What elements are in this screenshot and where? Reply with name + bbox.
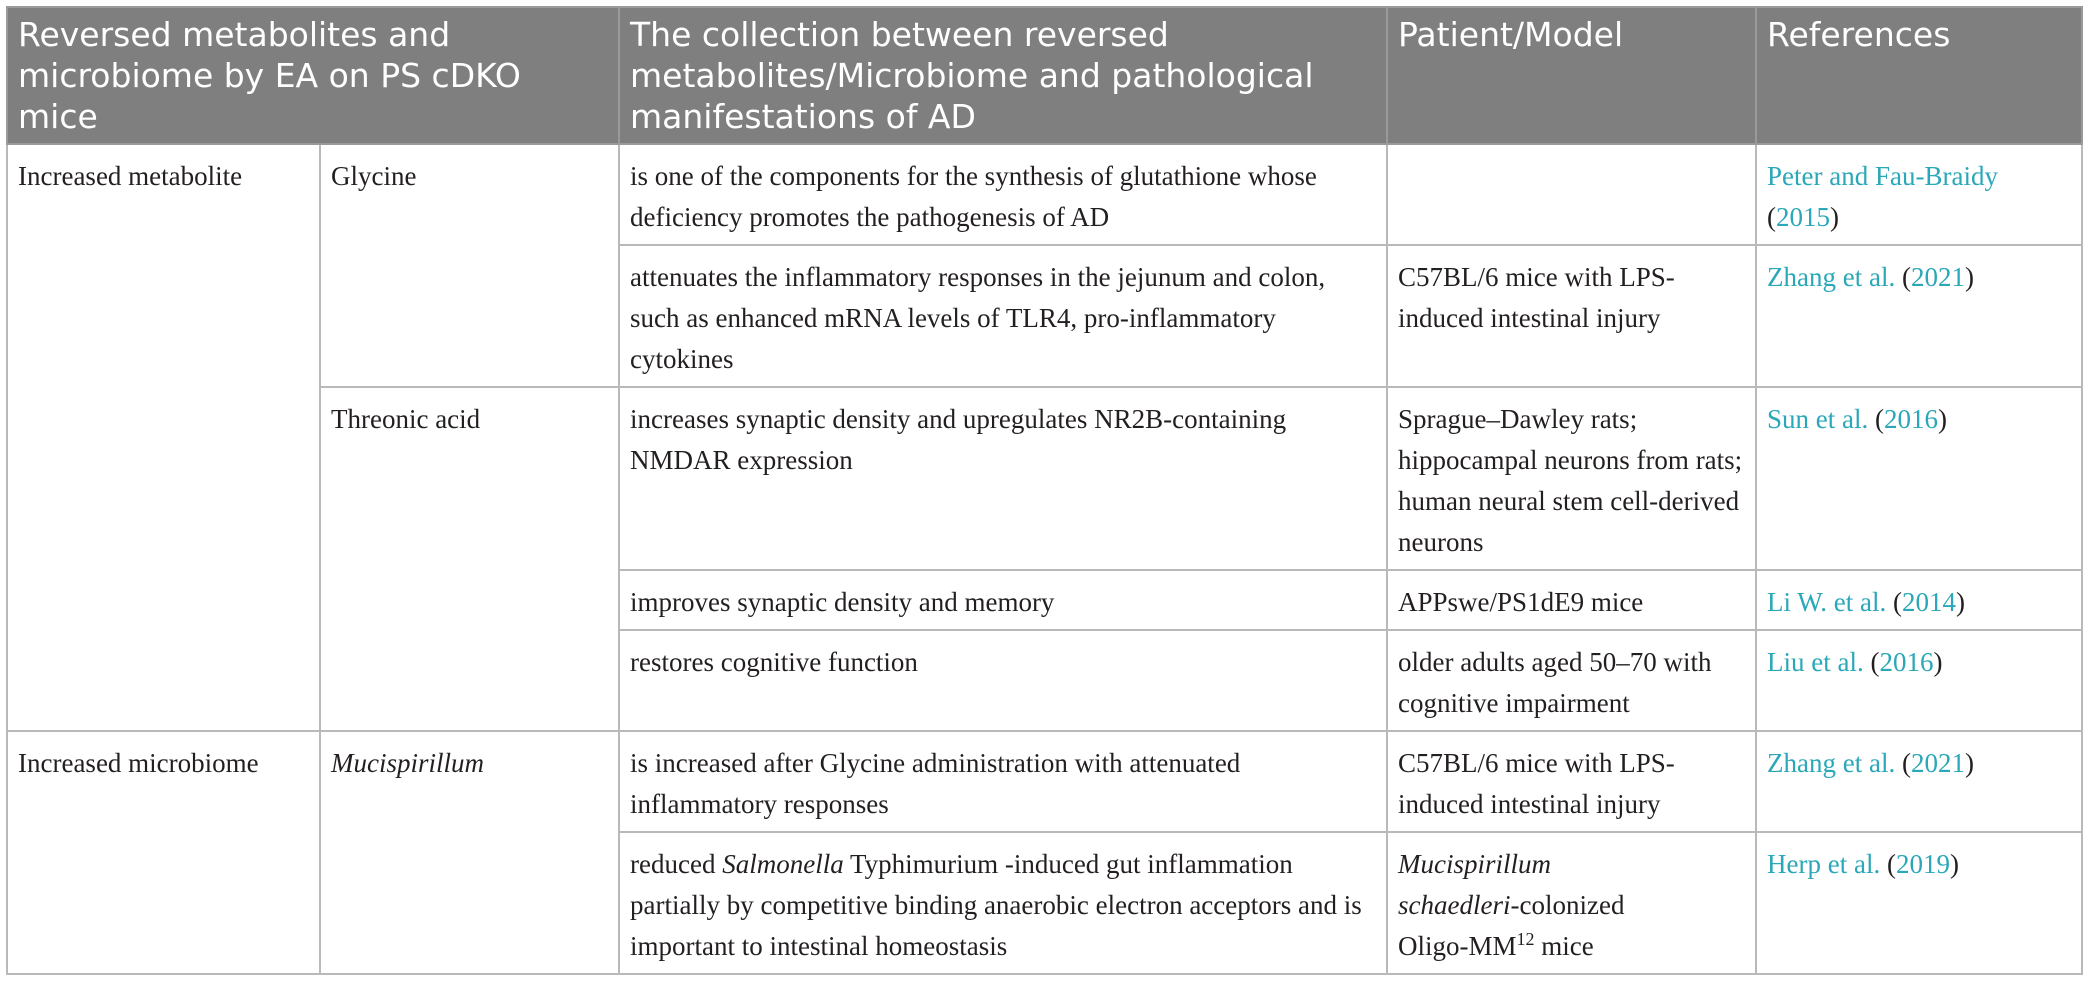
effect-cell: increases synaptic density and upregulates NR2B-containing NMDAR expression [619, 387, 1387, 570]
citation-link[interactable]: Sun et al. [1767, 404, 1869, 434]
citation-year-link[interactable]: 2019 [1895, 849, 1950, 879]
model-cell [1387, 832, 1756, 974]
item-label-italic: Mucispirillum [331, 748, 484, 778]
citation-link[interactable]: Liu et al. [1767, 647, 1864, 677]
effect-text: reduced [630, 849, 716, 879]
model-superscript: 12 [1516, 929, 1535, 949]
model-cell: Sprague–Dawley rats; hippocampal neurons from rats; human neural stem cell-derived neurons [1387, 387, 1756, 570]
data-table [6, 6, 2083, 975]
header-collection: The collection between reversed metabolites/Microbiome and pathological manifestations of AD [619, 7, 1387, 144]
header-reversed-metabolites: Reversed metabolites and microbiome by EA on PS cDKO mice [7, 7, 619, 144]
item-label: Threonic acid [320, 387, 619, 731]
citation-year-link[interactable]: 2015 [1776, 202, 1831, 232]
model-text: mice [1541, 931, 1594, 961]
citation-year-link[interactable]: 2016 [1879, 647, 1934, 677]
effect-cell: improves synaptic density and memory [619, 570, 1387, 630]
effect-italic: Salmonella [722, 849, 844, 879]
reference-cell: Sun et al. (2016) [1756, 387, 2082, 570]
citation-year-link[interactable]: 2014 [1902, 587, 1956, 617]
model-text: -colonized [1510, 890, 1625, 920]
citation-link[interactable]: Zhang et al. [1767, 748, 1896, 778]
citation-link[interactable]: Li W. et al. [1767, 587, 1887, 617]
effect-cell: is increased after Glycine administration with attenuated inflammatory responses [619, 731, 1387, 832]
model-cell: older adults aged 50–70 with cognitive impairment [1387, 630, 1756, 731]
model-cell: C57BL/6 mice with LPS-induced intestinal injury [1387, 731, 1756, 832]
citation-link[interactable]: Herp et al. [1767, 849, 1881, 879]
model-cell [1387, 144, 1756, 245]
citation-year-link[interactable]: 2016 [1884, 404, 1939, 434]
header-row [7, 7, 2082, 144]
model-italic: schaedleri [1398, 890, 1511, 920]
reference-cell: Liu et al. (2016) [1756, 630, 2082, 731]
model-text: Oligo-MM [1398, 931, 1517, 961]
item-label: Glycine [320, 144, 619, 387]
citation-link[interactable]: Peter and Fau-Braidy [1767, 161, 1998, 191]
effect-text: Typhimurium -induced gut inflammation partially by competitive binding anaerobic electron acceptors and is important to intestinal homeostasis [630, 849, 1362, 961]
reference-cell: Peter and Fau-Braidy (2015) [1756, 144, 2082, 245]
table-row [7, 144, 2082, 245]
model-italic: Mucispirillum [1398, 849, 1552, 879]
citation-link[interactable]: Zhang et al. [1767, 262, 1896, 292]
effect-cell: restores cognitive function [619, 630, 1387, 731]
citation-year-link[interactable]: 2021 [1910, 262, 1965, 292]
reference-cell: Zhang et al. (2021) [1756, 245, 2082, 387]
model-cell: C57BL/6 mice with LPS-induced intestinal injury [1387, 245, 1756, 387]
header-references: References [1756, 7, 2082, 144]
reference-cell: Herp et al. (2019) [1756, 832, 2082, 974]
reference-cell: Zhang et al. (2021) [1756, 731, 2082, 832]
effect-cell: attenuates the inflammatory responses in the jejunum and colon, such as enhanced mRNA levels of TLR4, pro-inflammatory cytokines [619, 245, 1387, 387]
effect-cell: is one of the components for the synthesis of glutathione whose deficiency promotes the pathogenesis of AD [619, 144, 1387, 245]
group-label: Increased microbiome [7, 731, 320, 974]
group-label: Increased metabolite [7, 144, 320, 731]
model-cell: APPswe/PS1dE9 mice [1387, 570, 1756, 630]
citation-year-link[interactable]: 2021 [1910, 748, 1965, 778]
table-row [7, 731, 2082, 832]
effect-cell [619, 832, 1387, 974]
item-label [320, 731, 619, 974]
header-patient-model: Patient/Model [1387, 7, 1756, 144]
reference-cell: Li W. et al. (2014) [1756, 570, 2082, 630]
